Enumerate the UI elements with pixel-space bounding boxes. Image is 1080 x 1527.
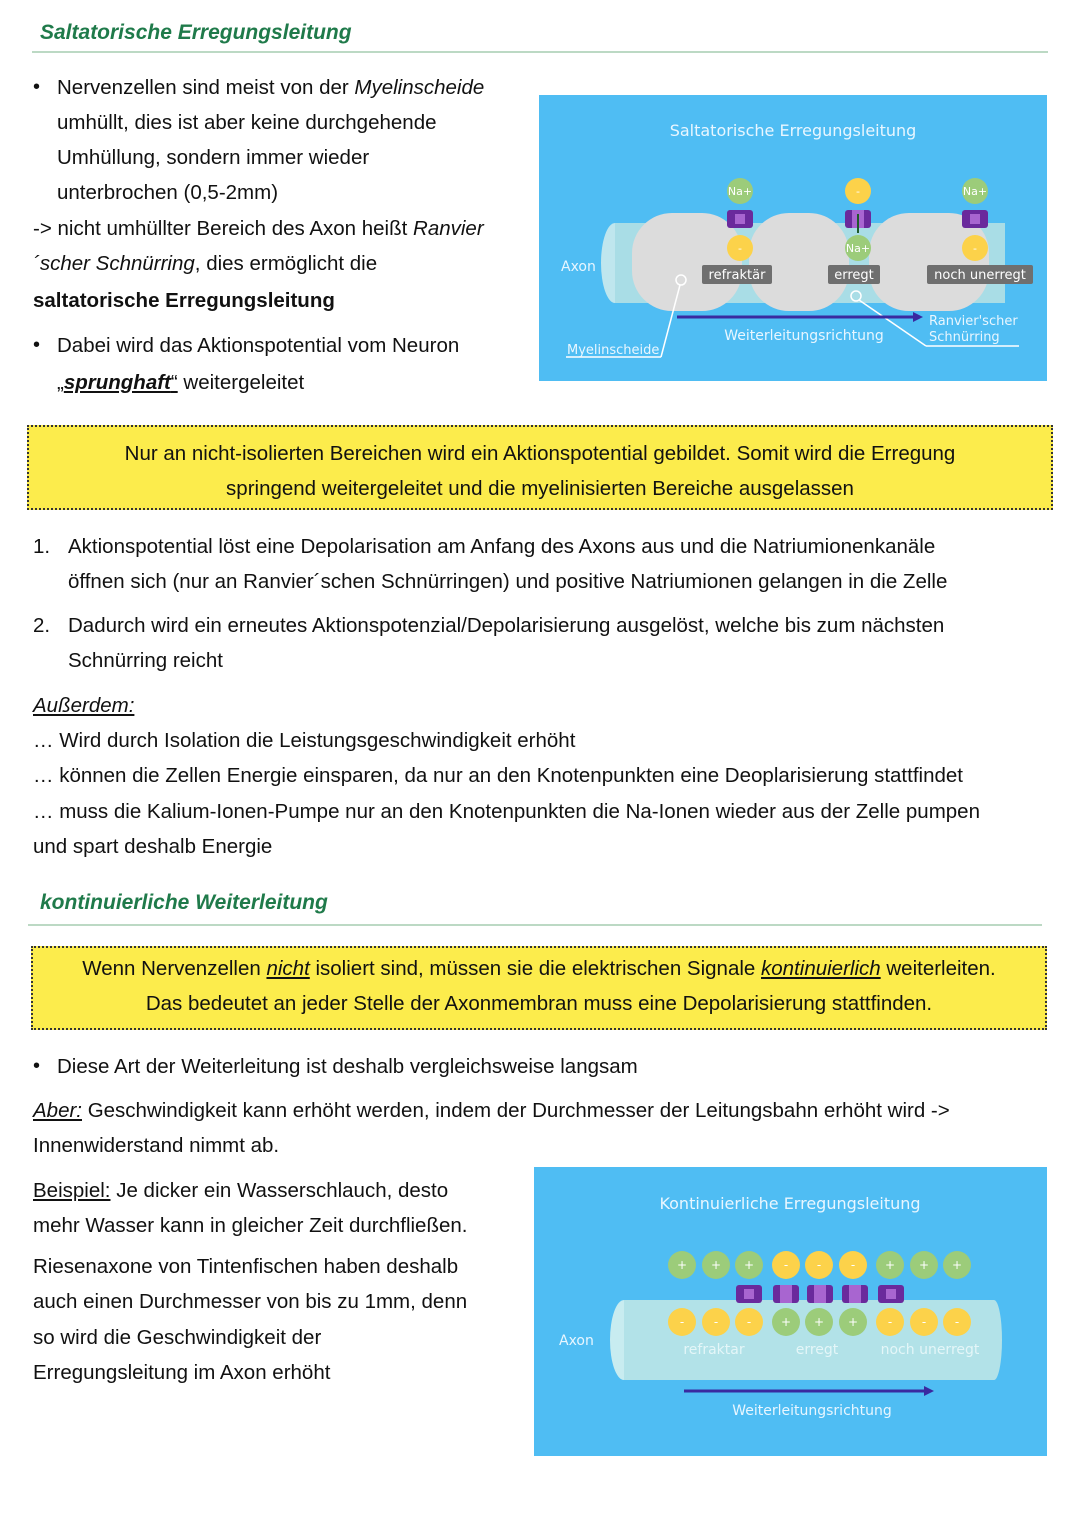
highlight-line: Nur an nicht-isolierten Bereichen wird ein Aktionspotential gebildet. Somit wird die Erregung xyxy=(124,442,956,465)
state-label: erregt xyxy=(795,1342,839,1358)
text-line: Innenwiderstand nimmt ab. xyxy=(33,1134,280,1157)
axon-label: Axon xyxy=(559,1333,594,1349)
highlight-box-kontinuierlich xyxy=(31,946,1047,1030)
node-label: Ranvier'scher xyxy=(929,314,1018,329)
text-line: Dabei wird das Aktionspotential vom Neuron xyxy=(57,334,460,357)
svg-text:+: + xyxy=(847,1315,859,1329)
section-title-kontinuierlich: kontinuierliche Weiterleitung xyxy=(40,891,328,914)
svg-text:-: - xyxy=(679,1315,685,1329)
text-line: ´scher Schnürring, dies ermöglicht die xyxy=(33,252,378,275)
svg-text:+: + xyxy=(676,1258,688,1272)
svg-text:+: + xyxy=(710,1258,722,1272)
svg-text:Na+: Na+ xyxy=(962,185,988,198)
highlight-line: springend weitergeleitet und die myelinisierten Bereiche ausgelassen xyxy=(226,477,854,500)
text-line: so wird die Geschwindigkeit der xyxy=(33,1326,322,1349)
list-item-text: öffnen sich (nur an Ranvier´schen Schnürringen) und positive Natriumionen gelangen in die Zelle xyxy=(68,570,948,593)
diagram-continuous xyxy=(534,1167,1047,1456)
ausserdem-label: Außerdem: xyxy=(33,694,135,717)
svg-text:Na+: Na+ xyxy=(845,242,871,255)
text-line: Riesenaxone von Tintenfischen haben deshalb xyxy=(33,1255,459,1278)
bullet-dot: • xyxy=(33,1055,41,1077)
svg-text:+: + xyxy=(780,1315,792,1329)
svg-text:+: + xyxy=(813,1315,825,1329)
section-divider xyxy=(28,924,1042,926)
svg-text:-: - xyxy=(738,242,742,255)
diagram-saltatory xyxy=(539,95,1047,381)
text-line: -> nicht umhüllter Bereich des Axon heißt Ranvier xyxy=(33,217,484,240)
beispiel-line: Beispiel: Je dicker ein Wasserschlauch, desto xyxy=(33,1179,449,1202)
figure-kontinuierliche-erregungsleitung xyxy=(534,1167,1047,1456)
state-label: refraktar xyxy=(683,1342,745,1358)
state-label: noch unerregt xyxy=(880,1342,980,1358)
svg-text:-: - xyxy=(921,1315,927,1329)
axon-label: Axon xyxy=(561,259,596,275)
svg-text:-: - xyxy=(783,1258,789,1272)
highlight-box-saltatorisch xyxy=(27,425,1053,510)
myelin-segment xyxy=(749,213,849,311)
myelin-label: Myelinscheide xyxy=(567,343,660,358)
bullet-dot: • xyxy=(33,334,41,356)
svg-text:-: - xyxy=(973,242,977,255)
svg-text:-: - xyxy=(850,1258,856,1272)
section-title-saltatorisch: Saltatorische Erregungsleitung xyxy=(40,21,352,44)
direction-label: Weiterleitungsrichtung xyxy=(732,1403,892,1419)
svg-text:+: + xyxy=(884,1258,896,1272)
svg-text:-: - xyxy=(856,185,860,198)
svg-text:+: + xyxy=(951,1258,963,1272)
text-line: Umhüllung, sondern immer wieder xyxy=(57,146,370,169)
text-line: umhüllt, dies ist aber keine durchgehende xyxy=(57,111,437,134)
ions-bottom xyxy=(668,1308,971,1336)
node-label: Schnürring xyxy=(929,330,1000,345)
text-line: Nervenzellen sind meist von der Myelinscheide xyxy=(57,76,485,99)
list-item-text: Schnürring reicht xyxy=(68,649,223,672)
text-line: Erregungsleitung im Axon erhöht xyxy=(33,1361,331,1384)
svg-text:+: + xyxy=(743,1258,755,1272)
list-number: 2. xyxy=(33,614,51,637)
figure-saltatorische-erregungsleitung xyxy=(539,95,1047,381)
direction-label: Weiterleitungsrichtung xyxy=(724,328,884,344)
myelin-segment xyxy=(632,213,742,311)
text-line: mehr Wasser kann in gleicher Zeit durchfließen. xyxy=(33,1214,468,1237)
state-label: erregt xyxy=(834,268,874,283)
text-line: Diese Art der Weiterleitung ist deshalb vergleichsweise langsam xyxy=(57,1055,638,1078)
figure-title: Kontinuierliche Erregungsleitung xyxy=(659,1194,921,1213)
text-line: unterbrochen (0,5-2mm) xyxy=(57,181,279,204)
text-line: … können die Zellen Energie einsparen, da nur an den Knotenpunkten eine Deoplarisierung stattfindet xyxy=(33,764,963,787)
aber-line: Aber: Geschwindigkeit kann erhöht werden, indem der Durchmesser der Leitungsbahn erhöht wird -> xyxy=(33,1099,950,1122)
text-line: auch einen Durchmesser von bis zu 1mm, denn xyxy=(33,1290,468,1313)
ions-top xyxy=(668,1251,971,1279)
text-line: und spart deshalb Energie xyxy=(33,835,273,858)
list-number: 1. xyxy=(33,535,51,558)
highlight-line: Wenn Nervenzellen nicht isoliert sind, müssen sie die elektrischen Signale kontinuierlich weiterleiten. xyxy=(82,957,996,980)
svg-text:-: - xyxy=(746,1315,752,1329)
bold-term: saltatorische Erregungsleitung xyxy=(33,289,335,312)
figure-title: Saltatorische Erregungsleitung xyxy=(669,121,917,140)
svg-text:+: + xyxy=(918,1258,930,1272)
svg-text:-: - xyxy=(713,1315,719,1329)
ion-channels-icon xyxy=(736,1285,904,1303)
svg-text:-: - xyxy=(887,1315,893,1329)
list-item-text: Aktionspotential löst eine Depolarisation am Anfang des Axons aus und die Natriumionenkanäle xyxy=(68,535,936,558)
highlight-line: Das bedeutet an jeder Stelle der Axonmembran muss eine Depolarisierung stattfinden. xyxy=(145,992,933,1015)
section-divider xyxy=(32,51,1048,53)
state-label: refraktär xyxy=(708,268,766,283)
text-line: … Wird durch Isolation die Leistungsgeschwindigkeit erhöht xyxy=(33,729,576,752)
svg-text:-: - xyxy=(954,1315,960,1329)
state-label: noch unerregt xyxy=(934,268,1026,283)
bullet-dot: • xyxy=(33,76,41,98)
svg-text:Na+: Na+ xyxy=(727,185,753,198)
svg-text:-: - xyxy=(816,1258,822,1272)
list-item-text: Dadurch wird ein erneutes Aktionspotenzial/Depolarisierung ausgelöst, welche bis zum nächsten xyxy=(68,614,945,637)
text-line: … muss die Kalium-Ionen-Pumpe nur an den Knotenpunkten die Na-Ionen wieder aus der Zelle pumpen xyxy=(33,800,980,823)
text-line: „sprunghaft“ weitergeleitet xyxy=(57,371,305,394)
